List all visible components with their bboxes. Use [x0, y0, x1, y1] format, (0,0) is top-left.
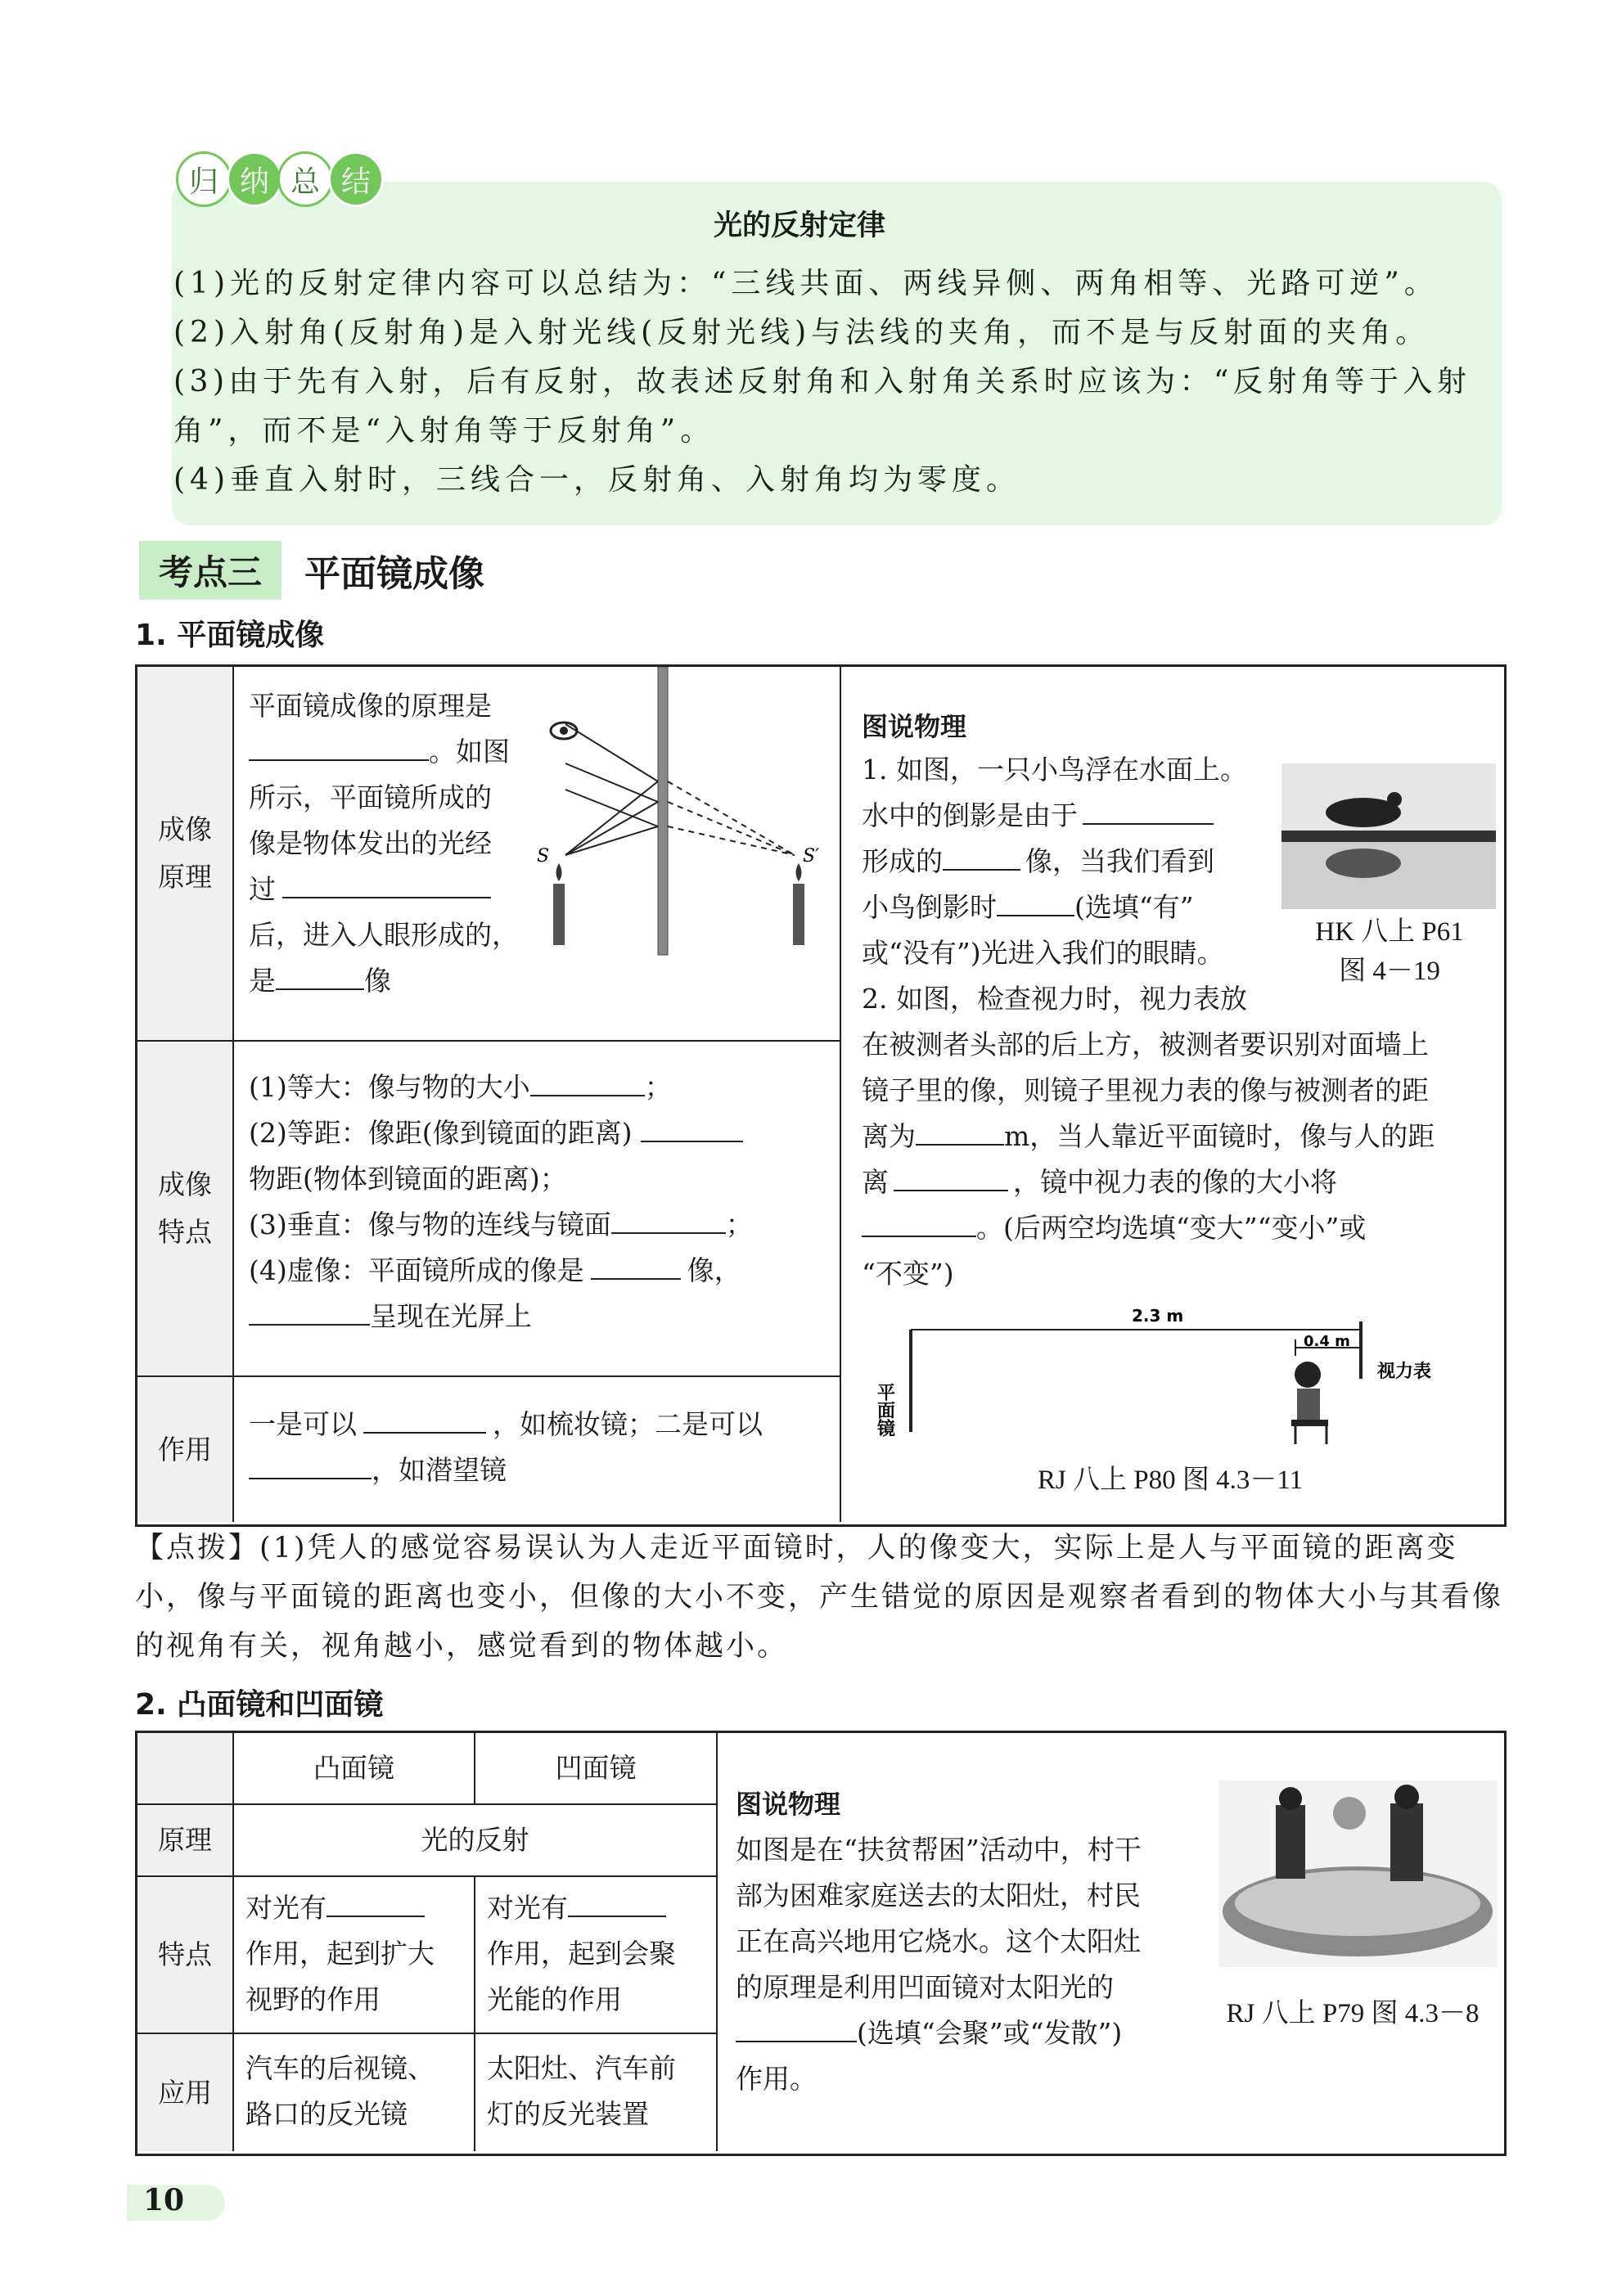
answer-blank[interactable]: [916, 1121, 1004, 1146]
use-cell: [234, 1377, 841, 1522]
candle-image-icon: [793, 884, 804, 945]
text: 。(后两空均选填“变大”“变小”或: [862, 1205, 1435, 1251]
text: 。如图: [249, 729, 519, 775]
answer-blank[interactable]: [327, 1893, 425, 1917]
badge-char: 归: [176, 151, 232, 207]
convex-feature-cell: [234, 1877, 475, 2034]
text: 灯的反光装置: [487, 2098, 649, 2130]
text: (1)等大：像与物的大小 ；: [249, 1071, 672, 1103]
text: 1. 如图，一只小鸟浮在水面上。: [862, 754, 1247, 786]
row-label-feature: 特点: [137, 1877, 234, 2034]
row-label-principle: 原理: [137, 1805, 234, 1877]
text: (选填“会聚”或“发散”): [736, 2010, 1142, 2056]
label-text: 成像原理: [158, 813, 212, 893]
text: (4)虚像：平面镜所成的像是 像，: [249, 1254, 741, 1286]
answer-blank[interactable]: [862, 1213, 976, 1237]
summary-line: 角”，而不是“入射角等于反射角”。: [173, 414, 715, 448]
answer-blank[interactable]: [363, 1409, 486, 1434]
answer-blank[interactable]: [997, 892, 1074, 916]
text: 物距(物体到镜面的距离)；: [249, 1163, 567, 1195]
answer-blank[interactable]: [530, 1072, 645, 1096]
badge-char: 结: [328, 151, 384, 207]
mirror-label: 平面镜: [874, 1383, 895, 1437]
text: 视野的作用: [245, 1983, 381, 2015]
answer-blank[interactable]: [736, 2018, 857, 2042]
eye-test-diagram: [862, 1289, 1484, 1448]
label-text: 作用: [158, 1433, 212, 1465]
row-label-app: 应用: [137, 2034, 234, 2151]
summary-title: 光的反射定律: [713, 209, 885, 242]
caption-line: HK 八上 P61: [1315, 917, 1464, 947]
text: 小鸟倒影时 (选填“有”: [862, 891, 1194, 923]
text: 对光有: [487, 1885, 676, 1931]
text: 光能的作用: [487, 1983, 622, 2015]
text: (2)等距：像距(像到镜面的距离): [249, 1110, 753, 1156]
answer-blank[interactable]: [249, 1455, 372, 1479]
summary-line: (2)入射角(反射角)是入射光线(反射光线)与法线的夹角，而不是与反射面的夹角。: [173, 316, 1430, 349]
text: 作用，起到扩大: [245, 1938, 435, 1970]
candle-icon: [553, 884, 565, 945]
illus-heading: 图说物理: [736, 1789, 841, 1820]
text: 在被测者头部的后上方，被测者要识别对面墙上: [862, 1029, 1429, 1060]
text: 2. 如图，检查视力时，视力表放: [862, 983, 1247, 1015]
row-label-principle: [137, 667, 234, 1042]
summary-line: (3)由于先有入射，后有反射，故表述反射角和入射角关系时应该为：“反射角等于入射: [173, 365, 1471, 398]
text: 离为 m，当人靠近平面镜时，像与人的距: [862, 1120, 1435, 1152]
section-title: 平面镜成像: [304, 553, 485, 595]
bird-reflection-icon: [1326, 849, 1401, 878]
text: 是 像: [249, 965, 391, 997]
person-icon: [1291, 1362, 1328, 1444]
mirror-icon: [658, 667, 668, 955]
answer-blank[interactable]: [894, 1167, 1008, 1191]
person-icon: [1276, 1805, 1305, 1879]
solar-cooker-photo: [1218, 1781, 1497, 1967]
answer-blank[interactable]: [568, 1893, 666, 1917]
features-cell: [234, 1042, 841, 1377]
distance-label: 0.4 m: [1304, 1333, 1350, 1350]
text: 像是物体发出的光经: [249, 827, 492, 859]
answer-blank[interactable]: [1083, 800, 1214, 825]
label-s-prime: S′: [803, 846, 820, 867]
text: “不变”): [862, 1258, 954, 1290]
text: 正在高兴地用它烧水。这个太阳灶: [736, 1925, 1141, 1957]
badge-char: 总: [277, 151, 333, 207]
text: 部为困难家庭送去的太阳灶，村民: [736, 1880, 1141, 1911]
page-number: 10: [143, 2183, 185, 2217]
row-label-use: [137, 1377, 234, 1522]
summary-line: (4)垂直入射时，三线合一，反射角、入射角均为零度。: [173, 463, 1020, 497]
summary-badge: [176, 149, 379, 209]
text: 如图是在“扶贫帮困”活动中，村干: [736, 1834, 1142, 1866]
principle-value: 光的反射: [234, 1805, 718, 1877]
summary-line: (1)光的反射定律内容可以总结为：“三线共面、两线异侧、两角相等、光路可逆”。: [173, 267, 1439, 300]
col-convex: 凸面镜: [234, 1733, 475, 1805]
concave-feature-cell: [475, 1877, 718, 2034]
answer-blank[interactable]: [611, 1209, 726, 1234]
text: 平面镜成像的原理是: [249, 690, 492, 722]
illus-heading: 图说物理: [862, 711, 967, 742]
section-number: 考点三: [139, 541, 282, 600]
text: 离 ，镜中视力表的像的大小将: [862, 1166, 1337, 1198]
photo-caption: RJ 八上 P79 图 4.3－8: [1226, 1999, 1480, 2028]
photo-caption: [1295, 909, 1484, 988]
convex-app-cell: [234, 2034, 475, 2151]
text: 后，进入人眼形成的，: [249, 919, 519, 951]
text: 太阳灶、汽车前: [487, 2052, 676, 2084]
curved-mirror-table: [135, 1731, 1507, 2156]
text: 路口的反光镜: [245, 2098, 408, 2130]
text: 形成的 像，当我们看到: [862, 845, 1214, 877]
tips-paragraph: 【点拨】(1)凭人的感觉容易误认为人走近平面镜时，人的像变大，实际上是人与平面镜的距离变小，像与平面镜的距离也变小，但像的大小不变，产生错觉的原因是观察者看到的物体大小与其看像的视角有关，视角越小，感觉看到的物体越小。: [135, 1532, 1504, 1663]
virtual-rays: [668, 781, 795, 855]
text: 汽车的后视镜、: [245, 2052, 435, 2084]
bird-photo: [1281, 763, 1496, 909]
label-text: 成像特点: [158, 1168, 212, 1248]
person-icon: [1390, 1803, 1423, 1881]
section-header: [139, 543, 484, 597]
text: 作用，起到会聚: [487, 1938, 676, 1970]
answer-blank[interactable]: [249, 736, 429, 761]
answer-blank[interactable]: [591, 1255, 681, 1280]
text: 过: [249, 867, 519, 912]
illustration-panel: [841, 667, 1499, 1522]
text: 作用。: [736, 2063, 817, 2095]
answer-blank[interactable]: [276, 966, 364, 990]
corner-cell: [137, 1733, 234, 1805]
caption-line: 图 4－19: [1339, 957, 1440, 986]
answer-blank[interactable]: [641, 1118, 743, 1142]
diagram-caption: RJ 八上 P80 图 4.3－11: [1037, 1465, 1304, 1495]
text: (3)垂直：像与物的连线与镜面 ；: [249, 1209, 753, 1240]
part2-heading: 2. 凸面镜和凹面镜: [135, 1688, 384, 1722]
concave-app-cell: [475, 2034, 718, 2151]
badge-char: 纳: [227, 151, 282, 207]
answer-blank[interactable]: [249, 1301, 370, 1326]
text: 镜子里的像，则镜子里视力表的像与被测者的距: [862, 1074, 1429, 1106]
label-s: S: [537, 846, 550, 867]
chart-label: 视力表: [1377, 1362, 1432, 1382]
plane-mirror-table: [135, 664, 1507, 1527]
text: 或“没有”)光进入我们的眼睛。: [862, 937, 1224, 969]
solar-illustration-panel: [718, 1733, 1499, 2151]
text: 一是可以 ，如梳妆镜；二是可以: [249, 1408, 763, 1440]
principle-cell: [234, 667, 841, 1042]
text: 呈现在光屏上: [249, 1294, 753, 1339]
part1-heading: 1. 平面镜成像: [135, 619, 325, 652]
answer-blank[interactable]: [282, 874, 491, 898]
col-concave: 凹面镜: [475, 1733, 718, 1805]
text: 所示，平面镜所成的: [249, 781, 492, 813]
plane-mirror-diagram: [533, 667, 840, 1027]
text: 的原理是利用凹面镜对太阳光的: [736, 1971, 1114, 2003]
distance-label: 2.3 m: [1132, 1306, 1184, 1326]
answer-blank[interactable]: [943, 846, 1020, 871]
text: 水中的倒影是由于: [862, 793, 1435, 839]
text: ，如潜望镜: [249, 1447, 763, 1493]
reflected-rays: [565, 724, 658, 855]
text: 对光有: [245, 1885, 435, 1931]
row-label-features: [137, 1042, 234, 1377]
